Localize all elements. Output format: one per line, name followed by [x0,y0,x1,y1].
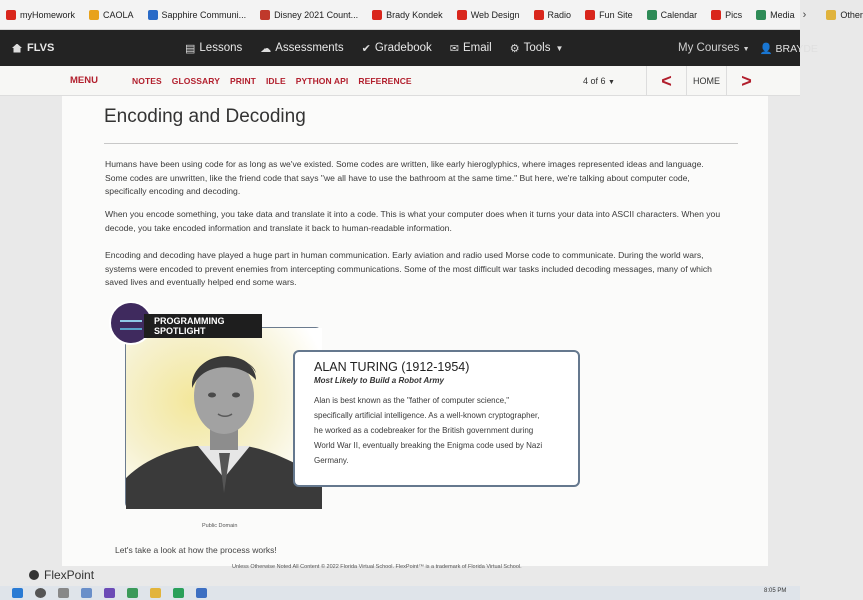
disney-icon [260,10,270,20]
main-nav [185,42,585,55]
flexpoint-label: FlexPoint [44,568,95,582]
bookmark-label: Media [770,9,795,20]
profile-subtitle: Most Likely to Build a Robot Army [314,376,444,385]
copyright-footer: Unless Otherwise Noted All Content © 2022 Florida Virtual School. FlexPoint™ is a trademark of Florida Virtual School. [232,564,522,570]
bookmark-item[interactable] [756,10,795,20]
nav-label: Gradebook [374,42,432,54]
bookmark-icon [711,10,721,20]
user-menu[interactable] [760,42,818,55]
cloud-icon: ☁ [260,42,272,55]
my-courses-menu[interactable] [678,42,750,54]
chat-icon[interactable] [104,588,115,598]
print-link[interactable]: PRINT [229,75,256,86]
spotlight-graphic [120,320,142,330]
bookmark-label: Pics [725,9,743,20]
nav-tools[interactable] [510,42,568,55]
reference-link[interactable]: REFERENCE [358,75,412,86]
edge-icon[interactable] [127,588,138,598]
envelope-icon: ✉ [449,42,459,55]
caret-down-icon: ▼ [608,78,615,86]
bookmark-item[interactable] [711,10,742,20]
lesson-links [132,76,422,86]
bookmark-item[interactable] [585,10,633,20]
caret-down-icon: ▼ [555,43,564,53]
brand-label: FLVS [27,42,55,54]
nav-lessons[interactable] [185,42,242,55]
photo-caption: Public Domain [202,523,238,529]
sapphire-icon [148,10,158,20]
next-text: Let's take a look at how the process works! [115,545,277,555]
check-icon: ✔ [361,42,371,55]
bookmark-item[interactable] [6,10,75,20]
nav-assessments[interactable] [260,42,343,55]
my-courses-label: My Courses [678,42,740,54]
flexpoint-logo [29,568,94,582]
bookmark-icon [457,10,467,20]
profile-bio: Alan is best known as the "father of computer science," specifically artificial intelligence. As a well-known cryptographer, he worked as a codebreaker for the British government during World War II, eventually breaking the Enigma code used by Nazi Germany. [314,396,543,465]
bookmark-item[interactable] [647,10,698,20]
nav-label: Tools [523,42,551,54]
bookmark-label: Brady Kondek [386,9,443,20]
bookmark-label: Web Design [470,9,520,20]
banner-line: PROGRAMMING [154,316,225,326]
home-button[interactable] [686,66,726,96]
python-api-link[interactable]: PYTHON API [295,75,349,86]
bookmark-item[interactable] [260,10,358,20]
bookmark-item[interactable] [89,10,134,20]
chevron-right-icon[interactable]: › [802,8,807,21]
menu-button[interactable]: MENU [70,75,98,86]
page-title: Encoding and Decoding [104,106,306,127]
idle-link[interactable]: IDLE [265,75,286,86]
folder-icon [826,10,836,20]
nav-email[interactable] [450,42,492,55]
user-icon: 👤 [759,42,773,55]
flexpoint-icon [29,570,39,580]
bookmark-label: Sapphire Communi... [161,9,247,20]
app-icon[interactable] [196,588,207,598]
home-button-label: HOME [693,76,720,86]
bookmarks-bar [0,0,863,30]
calendar-icon [647,10,657,20]
other-bookmarks-label: Other [840,9,863,20]
nav-gradebook[interactable] [362,42,432,55]
bookmark-icon [585,10,595,20]
bookmark-item[interactable] [457,10,520,20]
paragraph: When you encode something, you take data and translate it into a code. This is what your computer does when it turns your data into ASCII characters. When you decode, you take encoded information and translate it back to human-readable information. [105,209,721,233]
bookmark-label: CAOLA [103,9,134,20]
search-icon[interactable] [35,588,46,598]
title-divider [104,143,738,144]
book-icon: ▤ [185,42,196,55]
caret-down-icon: ▼ [742,46,750,53]
page-indicator[interactable] [583,76,615,86]
bookmark-icon [372,10,382,20]
user-area [678,42,818,55]
next-page-button[interactable] [726,66,766,96]
nav-label: Lessons [199,42,243,54]
nav-label: Assessments [275,42,344,54]
lesson-nav [0,66,800,96]
profile-card [293,350,580,487]
myhomework-icon [6,10,16,20]
bookmark-label: Calendar [660,9,698,20]
app-icon[interactable] [173,588,184,598]
bookmark-item[interactable] [372,10,443,20]
gear-icon: ⚙ [509,42,520,55]
taskbar-clock: 8:05 PM [764,588,787,594]
start-icon[interactable] [12,588,23,598]
banner-line: SPOTLIGHT [154,326,206,336]
chevron-right-icon: > [741,70,752,91]
bookmark-label: Fun Site [599,9,633,20]
media-icon [756,10,766,20]
bookmark-label: Radio [547,9,572,20]
taskbar [0,586,800,600]
chevron-left-icon: < [661,70,672,91]
bookmark-item[interactable] [534,10,572,20]
nav-label: Email [462,42,492,54]
home-icon [12,44,22,53]
caola-icon [89,10,99,20]
profile-name: ALAN TURING (1912-1954) [314,360,470,374]
other-bookmarks[interactable] [826,10,863,20]
bookmark-item[interactable] [148,10,247,20]
spotlight-banner [144,314,262,338]
prev-page-button[interactable] [646,66,686,96]
task-view-icon[interactable] [58,588,69,598]
bookmark-label: myHomework [20,9,76,20]
paragraph: Humans have been using code for as long as we've existed. Some codes are written, like early hieroglyphics, where images represented ideas and language. Some codes are unwritten, like the friend code that says "we all have to use the bathroom at the same time." But here, we're talking about computer code, specifically encoding and decoding. [105,159,704,196]
glossary-link[interactable]: GLOSSARY [171,75,220,86]
bookmark-icon [534,10,544,20]
page-indicator-label: 4 of 6 [583,75,606,86]
flvs-home-link[interactable] [12,42,54,54]
paragraph: Encoding and decoding have played a huge part in human communication. Early aviation and radio used Morse code to communicate. During the world wars, systems were encoded to prevent enemies from intercepting communications. Some of the most difficult war tasks included decoding messages, many of which saved lives and eventually helped end some wars. [105,250,712,287]
widgets-icon[interactable] [81,588,92,598]
top-nav [0,30,818,66]
file-explorer-icon[interactable] [150,588,161,598]
lesson-page [62,96,768,570]
bookmark-label: Disney 2021 Count... [274,9,359,20]
notes-link[interactable]: NOTES [132,75,162,86]
portrait-card [125,327,321,508]
user-name: BRAYDE [775,42,818,55]
